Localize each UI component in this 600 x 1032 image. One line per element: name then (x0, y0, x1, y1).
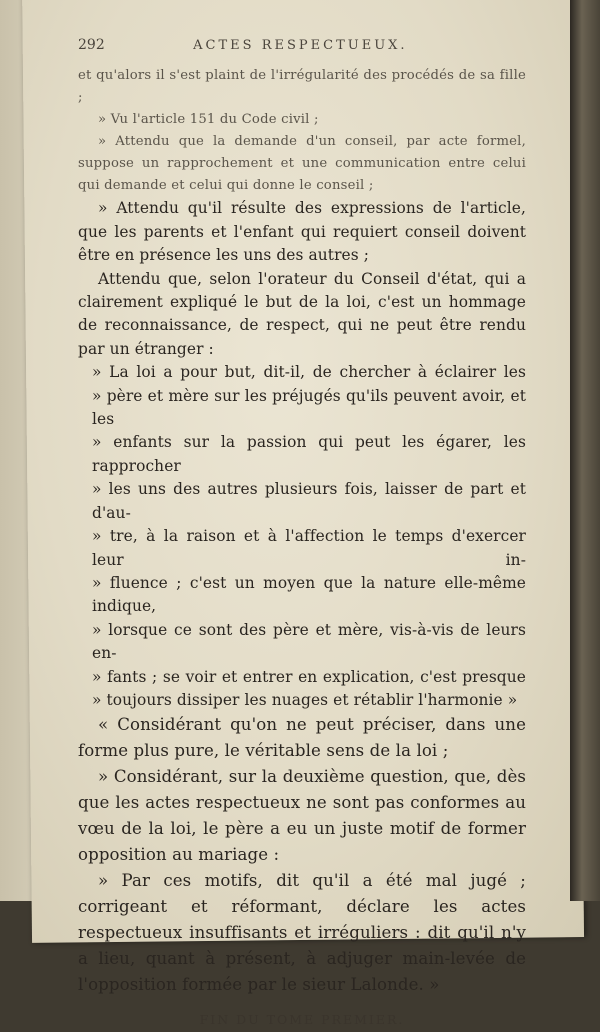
quote-line: » père et mère sur les préjugés qu'ils peuvent avoir, et les (92, 386, 526, 429)
quote-line: » les uns des autres plusieurs fois, laisser de part et d'au- (92, 480, 526, 522)
quote-line: » enfants sur la passion qui peut les égarer, les rapprocher (92, 433, 526, 475)
paragraph-attendu-2: » Attendu qu'il résulte des expressions de l'article, que les parents et l'enfant qui requiert conseil doivent être en présence les uns des autres ; (78, 199, 526, 265)
paragraph-continuation: et qu'alors il s'est plaint de l'irrégularité des procédés de sa fille ; (78, 68, 526, 106)
page-number: 292 (78, 37, 105, 53)
paragraph-par-ces-motifs: » Par ces motifs, dit qu'il a été mal jugé ; corrigeant et réformant, déclare les actes respectueux insuffisants et irréguliers : dit qu'il n'y a lieu, quant à présent, à adjuger main-levée de l'opposition formée par le sieur Lalonde. » (78, 871, 526, 995)
quote-line: » tre, à la raison et à l'affection le temps d'exercer leur in- (92, 527, 526, 569)
quoted-passage (78, 361, 526, 712)
running-header (78, 34, 526, 57)
paragraph-considerant-1: « Considérant qu'on ne peut préciser, dans une forme plus pure, le véritable sens de la loi ; (78, 715, 526, 761)
quote-line: » lorsque ce sont des père et mère, vis-à-vis de leurs en- (92, 620, 526, 663)
quote-line: » La loi a pour but, dit-il, de chercher à éclairer les (92, 363, 526, 382)
paragraph-vu-article: » Vu l'article 151 du Code civil ; (98, 112, 319, 128)
quote-line: » fants ; se voir et entrer en explication, c'est presque (92, 667, 526, 686)
quote-line: » fluence ; c'est un moyen que la nature elle-même indique, (92, 573, 526, 616)
paragraph-attendu-1: » Attendu que la demande d'un conseil, par acte formel, suppose un rapprochement et une communication entre celui qui demande et celui qui donne le conseil ; (78, 134, 526, 194)
running-title: ACTES RESPECTUEUX. (193, 38, 408, 53)
quote-line: » toujours dissiper les nuages et rétablir l'harmonie » (92, 690, 518, 709)
paragraph-considerant-2: » Considérant, sur la deuxième question, que, dès que les actes respectueux ne sont pas conformes au vœu de la loi, le père a eu un juste motif de former opposition au mariage : (78, 767, 526, 865)
book-spine-edge (570, 0, 600, 901)
paragraph-attendu-3: Attendu que, selon l'orateur du Conseil d'état, qui a clairement expliqué le but de la loi, c'est un hommage de reconnaissance, de respect, qui ne peut être rendu par un étranger : (78, 269, 526, 358)
page-text (78, 34, 526, 1032)
end-of-volume-note: FIN DU TOME PREMIER. (199, 1012, 405, 1028)
